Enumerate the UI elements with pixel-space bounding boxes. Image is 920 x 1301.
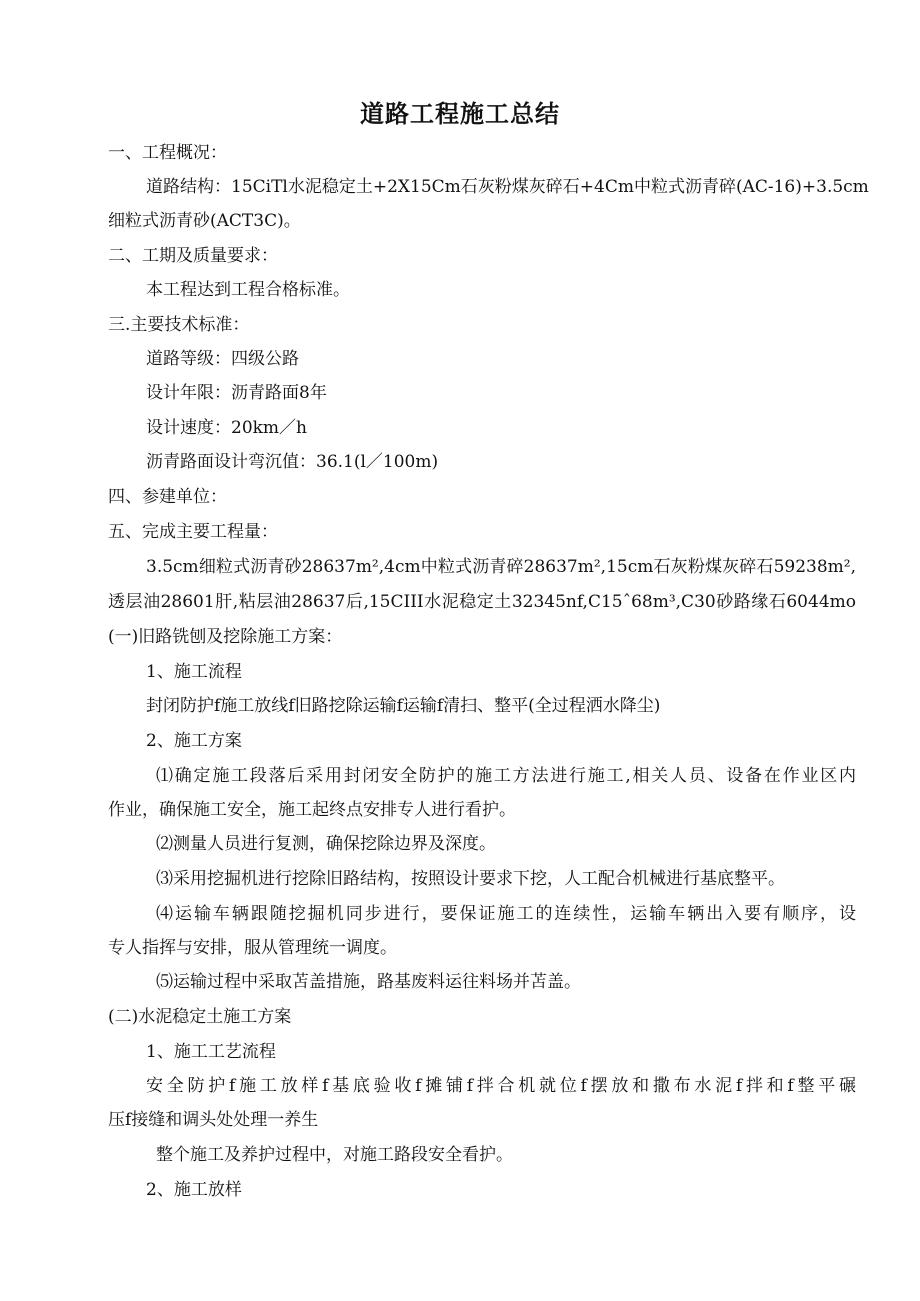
paragraph-quantities-line2: 透层油28601肝,粘层油28637后,15CIII水泥稳定土32345nf,C15ˆ68m³,C30砂路缘石6044mo — [108, 592, 856, 612]
subheading-construction-layout: 2、施工放样 — [146, 1180, 242, 1200]
heading-schedule-quality: 二、工期及质量要求： — [108, 246, 278, 266]
subheading-process-flow: 1、施工工艺流程 — [146, 1042, 276, 1062]
plan-item-2: ⑵测量人员进行复测，确保挖除边界及深度。 — [156, 834, 496, 854]
item-design-speed: 设计速度：20km／h — [146, 418, 308, 438]
paragraph-process-flow: 封闭防护f施工放线f旧路挖除运输f运输f清扫、整平(全过程洒水降尘) — [146, 696, 661, 716]
paragraph-road-structure-line2: 细粒式沥青砂(ACT3C)。 — [108, 211, 301, 231]
plan-item-1-line1: ⑴确定施工段落后采用封闭安全防护的施工方法进行施工,相关人员、设备在作业区内 — [156, 766, 856, 786]
heading-technical-standards: 三.主要技术标准： — [108, 315, 250, 335]
paragraph-safety-watch: 整个施工及养护过程中，对施工路段安全看护。 — [156, 1145, 513, 1165]
heading-participating-units: 四、参建单位： — [108, 487, 227, 507]
plan-item-4-line2: 专人指挥与安排，服从管理统一调度。 — [108, 938, 397, 958]
paragraph-quantities-line1: 3.5cm细粒式沥青砂28637m²,4cm中粒式沥青碎28637m²,15cm石灰粉煤灰碎石59238m², — [146, 557, 856, 577]
plan-item-5: ⑸运输过程中采取苫盖措施，路基废料运往料场并苫盖。 — [156, 972, 581, 992]
heading-project-overview: 一、工程概况： — [108, 143, 227, 163]
document-title: 道路工程施工总结 — [360, 100, 560, 128]
plan-item-1-line2: 作业，确保施工安全，施工起终点安排专人进行看护。 — [108, 800, 516, 820]
plan-item-3: ⑶采用挖掘机进行挖除旧路结构，按照设计要求下挖，人工配合机械进行基底整平。 — [156, 869, 785, 889]
heading-old-road-removal: (一)旧路铣刨及挖除施工方案： — [108, 627, 343, 647]
plan-item-4-line1: ⑷运输车辆跟随挖掘机同步进行，要保证施工的连续性，运输车辆出入要有顺序，设 — [156, 904, 856, 924]
item-deflection-value: 沥青路面设计弯沉值：36.1(l／100m) — [146, 452, 439, 472]
item-design-life: 设计年限：沥青路面8年 — [146, 383, 327, 403]
heading-main-quantities: 五、完成主要工程量： — [108, 522, 278, 542]
paragraph-road-structure-line1: 道路结构：15CiTl水泥稳定土+2X15Cm石灰粉煤灰碎石+4Cm中粒式沥青碎(AC-16)+3.5cm — [146, 177, 869, 197]
subheading-construction-plan: 2、施工方案 — [146, 731, 242, 751]
subheading-construction-process: 1、施工流程 — [146, 662, 242, 682]
paragraph-quality-standard: 本工程达到工程合格标准。 — [146, 280, 350, 300]
paragraph-process-steps-line1: 安全防护f施工放样f基底验收f摊铺f拌合机就位f摆放和撒布水泥f拌和f整平碾 — [146, 1076, 856, 1096]
heading-cement-stabilized-soil: (二)水泥稳定土施工方案 — [108, 1007, 292, 1027]
item-road-grade: 道路等级：四级公路 — [146, 349, 299, 369]
paragraph-process-steps-line2: 压f接缝和调头处处理一养生 — [108, 1110, 319, 1130]
